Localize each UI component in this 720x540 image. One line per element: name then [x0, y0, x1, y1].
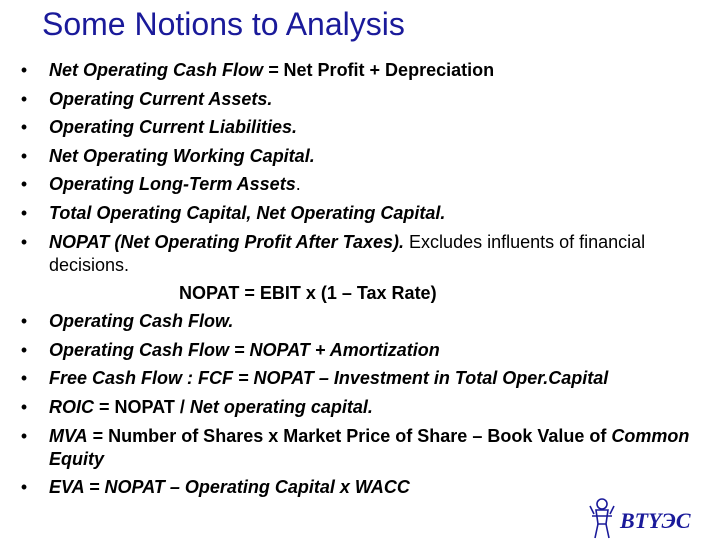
bullet-text: = Number of Shares x Market Price of Share – Book Value of: [87, 425, 612, 446]
bullet-text: NOPAT (Net Operating Profit After Taxes).: [49, 231, 405, 252]
bullet-text: Operating Long-Term Assets: [49, 174, 296, 195]
bullet-text: Operating Current Liabilities.: [49, 117, 298, 138]
bullet-glyph: •: [20, 174, 28, 195]
bullet-text: = NOPAT /: [94, 396, 190, 417]
bullet-item-operating-cash-flow: [18, 307, 708, 336]
bullet-list: [18, 56, 708, 501]
bullet-item-operating-cash-flow-formula: [18, 336, 708, 365]
bullet-item-operating-current-liabilities: [18, 113, 708, 142]
bullet-text: Net Profit + Depreciation: [283, 60, 495, 80]
bullet-text: Operating Current Assets.: [49, 88, 273, 109]
bullet-item-net-operating-working-capital: [18, 142, 708, 171]
bullet-item-operating-current-assets: [18, 85, 708, 114]
bullet-text: Free Cash Flow : FCF = NOPAT – Investment in Total Oper.Capital: [49, 368, 609, 389]
bullet-item-mva: [18, 422, 708, 473]
bullet-item-free-cash-flow: [18, 364, 708, 393]
bullet-text: Operating Cash Flow.: [49, 311, 234, 332]
bullet-item-net-operating-cash-flow: [18, 56, 708, 85]
bullet-text: Net operating capital.: [189, 396, 373, 417]
nopat-formula: NOPAT = EBIT x (1 – Tax Rate): [179, 282, 437, 303]
bullet-item-operating-long-term-assets: [18, 170, 708, 199]
bullet-text: Net Operating Cash Flow =: [49, 60, 284, 80]
bullet-text: EVA = NOPAT – Operating Capital x WACC: [49, 476, 410, 497]
bullet-text: MVA: [49, 425, 88, 446]
bullet-glyph: •: [20, 311, 28, 332]
bullet-glyph: •: [20, 145, 28, 166]
bullet-text: Total Operating Capital, Net Operating Capital.: [49, 202, 446, 223]
logo-text: BTYЭC: [620, 508, 691, 533]
bullet-glyph: •: [20, 231, 28, 252]
bullet-glyph: •: [20, 202, 28, 223]
bullet-glyph: •: [20, 368, 28, 389]
bullet-glyph: •: [20, 476, 28, 497]
bullet-item-roic: [18, 393, 708, 422]
bullet-item-nopat: [18, 228, 708, 279]
slide-title: Some Notions to Analysis: [42, 6, 405, 42]
bullet-glyph: •: [20, 425, 28, 446]
bullet-text: ROIC: [49, 396, 94, 417]
bullet-glyph: •: [20, 60, 28, 80]
bullet-glyph: •: [20, 396, 28, 417]
bullet-item-total-operating-capital: [18, 199, 708, 228]
bullet-text: Net Operating Working Capital.: [49, 145, 315, 166]
bullet-glyph: •: [20, 117, 28, 138]
bullet-text: Excludes influents of financial decisions.: [49, 231, 646, 275]
bullet-text: Common Equity: [49, 425, 690, 469]
bullet-text: .: [295, 174, 301, 195]
bullet-glyph: •: [20, 88, 28, 109]
bullet-glyph: •: [20, 339, 28, 360]
university-logo: [586, 494, 702, 540]
emblem-figure-icon: [590, 499, 614, 538]
bullet-text: Operating Cash Flow = NOPAT + Amortization: [49, 339, 440, 360]
